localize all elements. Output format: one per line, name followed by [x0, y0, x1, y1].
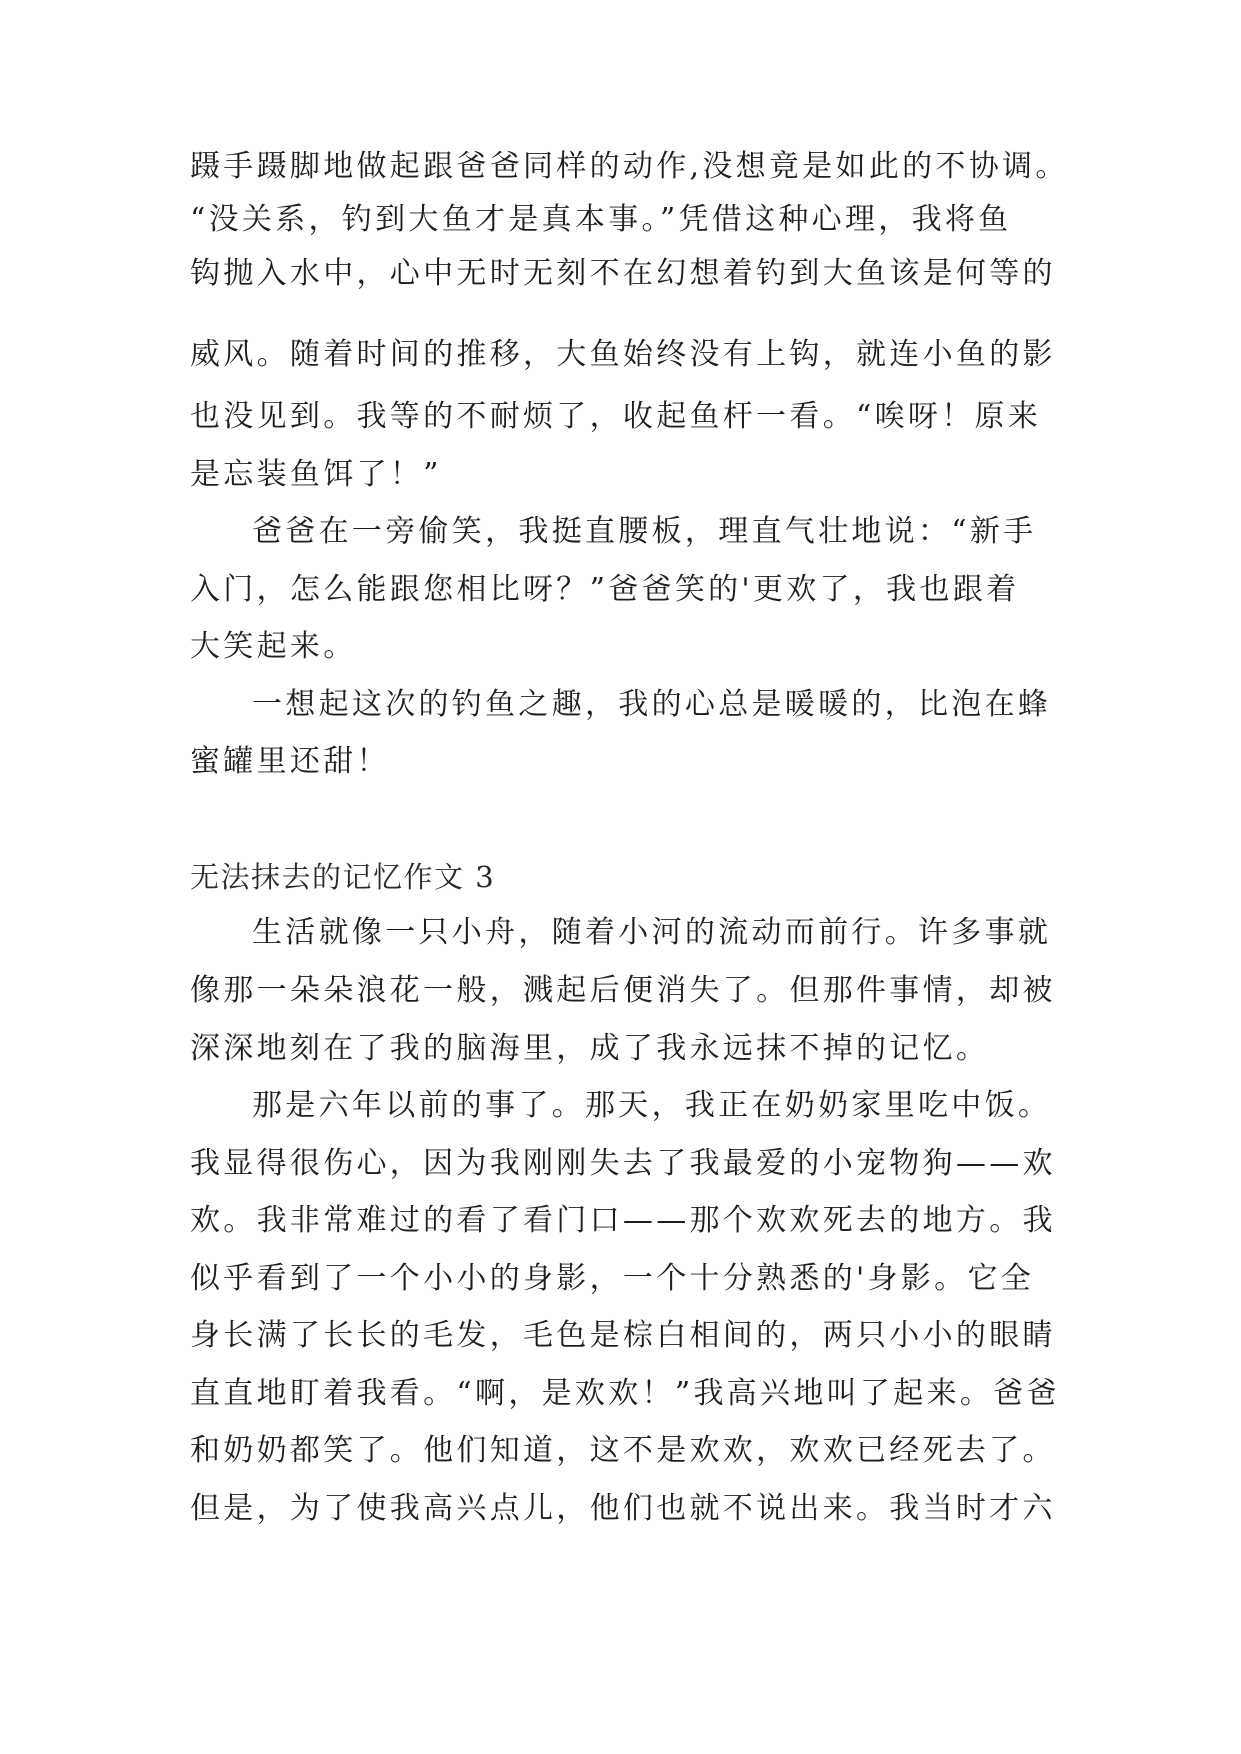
section-heading: 无法抹去的记忆作文 3	[190, 860, 496, 894]
paragraph-line: 也没见到。我等的不耐烦了，收起鱼杆一看。“唉呀！原来	[190, 399, 1042, 434]
paragraph-line: 和奶奶都笑了。他们知道，这不是欢欢，欢欢已经死去了。	[190, 1433, 1056, 1468]
paragraph-line: 那是六年以前的事了。那天，我正在奶奶家里吃中饭。	[252, 1088, 1052, 1123]
paragraph-line: 蜜罐里还甜！	[190, 744, 390, 779]
paragraph-line: 但是，为了使我高兴点儿，他们也就不说出来。我当时才六	[190, 1491, 1056, 1526]
paragraph-line: “没关系，钓到大鱼才是真本事。”凭借这种心理，我将鱼	[190, 202, 1012, 237]
paragraph-line: 蹑手蹑脚地做起跟爸爸同样的动作,没想竟是如此的不协调。	[190, 149, 1069, 184]
paragraph-line: 像那一朵朵浪花一般，溅起后便消失了。但那件事情，却被	[190, 973, 1056, 1008]
paragraph-line: 深深地刻在了我的脑海里，成了我永远抹不掉的记忆。	[190, 1031, 990, 1066]
paragraph-line: 直直地盯着我看。“啊，是欢欢！”我高兴地叫了起来。爸爸	[190, 1376, 1060, 1411]
paragraph-line: 是忘装鱼饵了！”	[190, 457, 442, 492]
paragraph-line: 钩抛入水中，心中无时无刻不在幻想着钓到大鱼该是何等的	[190, 256, 1056, 291]
paragraph-line: 爸爸在一旁偷笑，我挺直腰板，理直气壮地说：“新手	[252, 514, 1037, 549]
paragraph-line: 我显得很伤心，因为我刚刚失去了我最爱的小宠物狗——欢	[190, 1146, 1056, 1181]
paragraph-line: 生活就像一只小舟，随着小河的流动而前行。许多事就	[252, 915, 1052, 950]
paragraph-line: 似乎看到了一个小小的身影，一个十分熟悉的'身影。它全	[190, 1261, 1035, 1296]
paragraph-line: 入门，怎么能跟您相比呀？”爸爸笑的'更欢了，我也跟着	[190, 572, 1020, 607]
paragraph-line: 威风。随着时间的推移，大鱼始终没有上钩，就连小鱼的影	[190, 337, 1056, 372]
paragraph-line: 身长满了长长的毛发，毛色是棕白相间的，两只小小的眼睛	[190, 1318, 1056, 1353]
paragraph-line: 欢。我非常难过的看了看门口——那个欢欢死去的地方。我	[190, 1203, 1056, 1238]
paragraph-line: 一想起这次的钓鱼之趣，我的心总是暖暖的，比泡在蜂	[252, 687, 1052, 722]
paragraph-line: 大笑起来。	[190, 629, 357, 664]
